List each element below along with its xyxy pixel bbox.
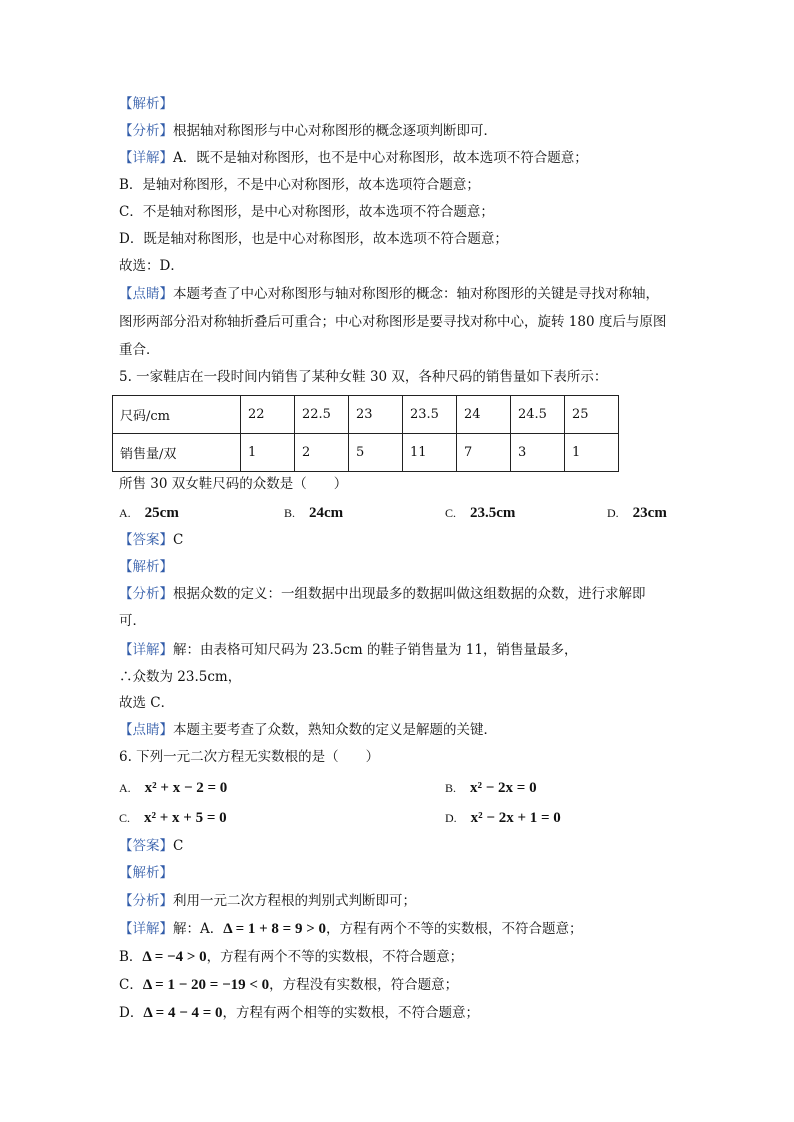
q6-option-d bbox=[445, 808, 561, 828]
dianjing-tag: 【点睛】 bbox=[119, 722, 173, 738]
q5-answer-line bbox=[119, 530, 183, 550]
option-equation: x² + x − 2 = 0 bbox=[144, 780, 228, 796]
table-cell: 3 bbox=[511, 434, 565, 472]
detail-conclusion: ，方程有两个不等的实数根，不符合题意； bbox=[206, 949, 464, 965]
fenxi-text: 利用一元二次方程根的判别式判断即可； bbox=[173, 893, 416, 909]
q6-option-b bbox=[445, 778, 537, 798]
xiangjie-tag: 【详解】 bbox=[119, 150, 173, 166]
q6-answer-line bbox=[119, 836, 183, 856]
option-d-analysis: D．既是轴对称图形，也是中心对称图形，故本选项不符合题意； bbox=[119, 231, 508, 247]
q5-xiangjie-line-1 bbox=[119, 640, 577, 660]
fenxi-tag: 【分析】 bbox=[119, 123, 173, 139]
table-cell: 2 bbox=[295, 434, 349, 472]
discriminant-expression: Δ = 1 − 20 = −19 < 0 bbox=[142, 977, 270, 993]
option-equation: x² − 2x + 1 = 0 bbox=[470, 810, 561, 826]
option-letter: D. bbox=[607, 506, 619, 520]
jiexi-heading: 【解析】 bbox=[119, 96, 173, 112]
detail-prefix: 解：A． bbox=[173, 921, 224, 937]
dianjing-text: 本题主要考查了众数，熟知众数的定义是解题的关键． bbox=[173, 722, 497, 738]
q5-option-d bbox=[607, 503, 667, 523]
answer-value: C bbox=[173, 838, 184, 854]
dianjing-line-1 bbox=[119, 284, 659, 304]
option-b-analysis: B．是轴对称图形，不是中心对称图形，故本选项符合题意； bbox=[119, 177, 480, 193]
option-text: 23cm bbox=[632, 505, 667, 521]
option-letter: C. bbox=[445, 506, 457, 520]
answer-tag: 【答案】 bbox=[119, 532, 173, 548]
option-letter: A. bbox=[119, 781, 131, 795]
q5-option-a bbox=[119, 503, 179, 523]
detail-conclusion: ，方程有两个不等的实数根，不符合题意； bbox=[326, 921, 583, 937]
table-header-size: 尺码/cm bbox=[113, 396, 241, 434]
xiangjie-tag: 【详解】 bbox=[119, 921, 173, 937]
dianjing-text-1: 本题考查了中心对称图形与轴对称图形的概念：轴对称图形的关键是寻找对称轴， bbox=[173, 286, 659, 302]
table-cell: 22.5 bbox=[295, 396, 349, 434]
fenxi-tag: 【分析】 bbox=[119, 893, 173, 909]
answer-tag: 【答案】 bbox=[119, 838, 173, 854]
fenxi-text: 根据轴对称图形与中心对称图形的概念逐项判断即可． bbox=[173, 123, 497, 139]
option-letter: B. bbox=[284, 506, 296, 520]
q5-fenxi-line-2: 可． bbox=[119, 613, 146, 629]
table-cell: 23.5 bbox=[403, 396, 457, 434]
option-equation: x² + x + 5 = 0 bbox=[144, 810, 227, 826]
detail-prefix: C． bbox=[119, 977, 143, 993]
q6-fenxi-line bbox=[119, 891, 416, 911]
xiangjie-tag: 【详解】 bbox=[119, 642, 173, 658]
q5-jiexi-heading: 【解析】 bbox=[119, 559, 173, 575]
fenxi-line bbox=[119, 121, 497, 141]
xiangjie-text: A．既不是轴对称图形，也不是中心对称图形，故本选项不符合题意； bbox=[173, 150, 588, 166]
q5-fenxi-line-1 bbox=[119, 584, 646, 604]
dianjing-line-3: 重合． bbox=[119, 342, 160, 358]
detail-conclusion: ，方程有两个相等的实数根，不符合题意； bbox=[222, 1005, 480, 1021]
option-text: 23.5cm bbox=[470, 505, 516, 521]
q6-option-a bbox=[119, 778, 227, 798]
q6-detail-d bbox=[119, 1003, 479, 1023]
table-cell: 24.5 bbox=[511, 396, 565, 434]
q5-stem: 5. 一家鞋店在一段时间内销售了某种女鞋 30 双，各种尺码的销售量如下表所示： bbox=[119, 369, 608, 385]
table-cell: 1 bbox=[565, 434, 619, 472]
q5-choose: 故选 C． bbox=[119, 695, 175, 711]
table-cell: 23 bbox=[349, 396, 403, 434]
option-equation: x² − 2x = 0 bbox=[470, 780, 537, 796]
option-text: 24cm bbox=[309, 505, 344, 521]
q6-stem: 6. 下列一元二次方程无实数根的是（ ） bbox=[119, 749, 380, 765]
discriminant-expression: Δ = 1 + 8 = 9 > 0 bbox=[223, 921, 327, 937]
answer-value: C bbox=[173, 532, 184, 548]
xiangjie-line bbox=[119, 148, 588, 168]
option-text: 25cm bbox=[144, 505, 179, 521]
option-c-analysis: C．不是轴对称图形，是中心对称图形，故本选项不符合题意； bbox=[119, 204, 494, 220]
q5-option-c bbox=[445, 503, 515, 523]
option-letter: D. bbox=[445, 811, 457, 825]
size-sales-table bbox=[112, 395, 619, 472]
table-cell: 22 bbox=[241, 396, 295, 434]
q5-question: 所售 30 双女鞋尺码的众数是（ ） bbox=[119, 476, 348, 492]
option-letter: B. bbox=[445, 781, 457, 795]
discriminant-expression: Δ = 4 − 4 = 0 bbox=[143, 1005, 223, 1021]
fenxi-text-1: 根据众数的定义：一组数据中出现最多的数据叫做这组数据的众数，进行求解即 bbox=[173, 586, 646, 602]
dianjing-tag: 【点睛】 bbox=[119, 286, 173, 302]
table-cell: 5 bbox=[349, 434, 403, 472]
q6-option-c bbox=[119, 808, 227, 828]
q6-detail-a bbox=[119, 919, 583, 939]
q6-detail-b bbox=[119, 947, 463, 967]
table-cell: 7 bbox=[457, 434, 511, 472]
table-row bbox=[113, 434, 619, 472]
xiangjie-text-1: 解：由表格可知尺码为 23.5cm 的鞋子销售量为 11，销售量最多， bbox=[173, 642, 578, 658]
q6-detail-c bbox=[119, 975, 458, 995]
q5-xiangjie-line-2: ∴众数为 23.5cm， bbox=[119, 669, 242, 685]
table-cell: 11 bbox=[403, 434, 457, 472]
option-letter: C. bbox=[119, 811, 131, 825]
detail-prefix: D． bbox=[119, 1005, 144, 1021]
table-header-count: 销售量/双 bbox=[113, 434, 241, 472]
option-letter: A. bbox=[119, 506, 131, 520]
table-cell: 25 bbox=[565, 396, 619, 434]
dianjing-line-2: 图形两部分沿对称轴折叠后可重合；中心对称图形是要寻找对称中心，旋转 180 度后与原图 bbox=[119, 314, 667, 330]
choose-line: 故选：D． bbox=[119, 258, 184, 274]
detail-conclusion: ，方程没有实数根，符合题意； bbox=[269, 977, 459, 993]
q6-jiexi-heading: 【解析】 bbox=[119, 865, 173, 881]
discriminant-expression: Δ = −4 > 0 bbox=[142, 949, 207, 965]
q5-option-b bbox=[284, 503, 343, 523]
fenxi-tag: 【分析】 bbox=[119, 586, 173, 602]
table-cell: 1 bbox=[241, 434, 295, 472]
q5-dianjing-line bbox=[119, 720, 497, 740]
detail-prefix: B． bbox=[119, 949, 143, 965]
table-cell: 24 bbox=[457, 396, 511, 434]
table-row bbox=[113, 396, 619, 434]
